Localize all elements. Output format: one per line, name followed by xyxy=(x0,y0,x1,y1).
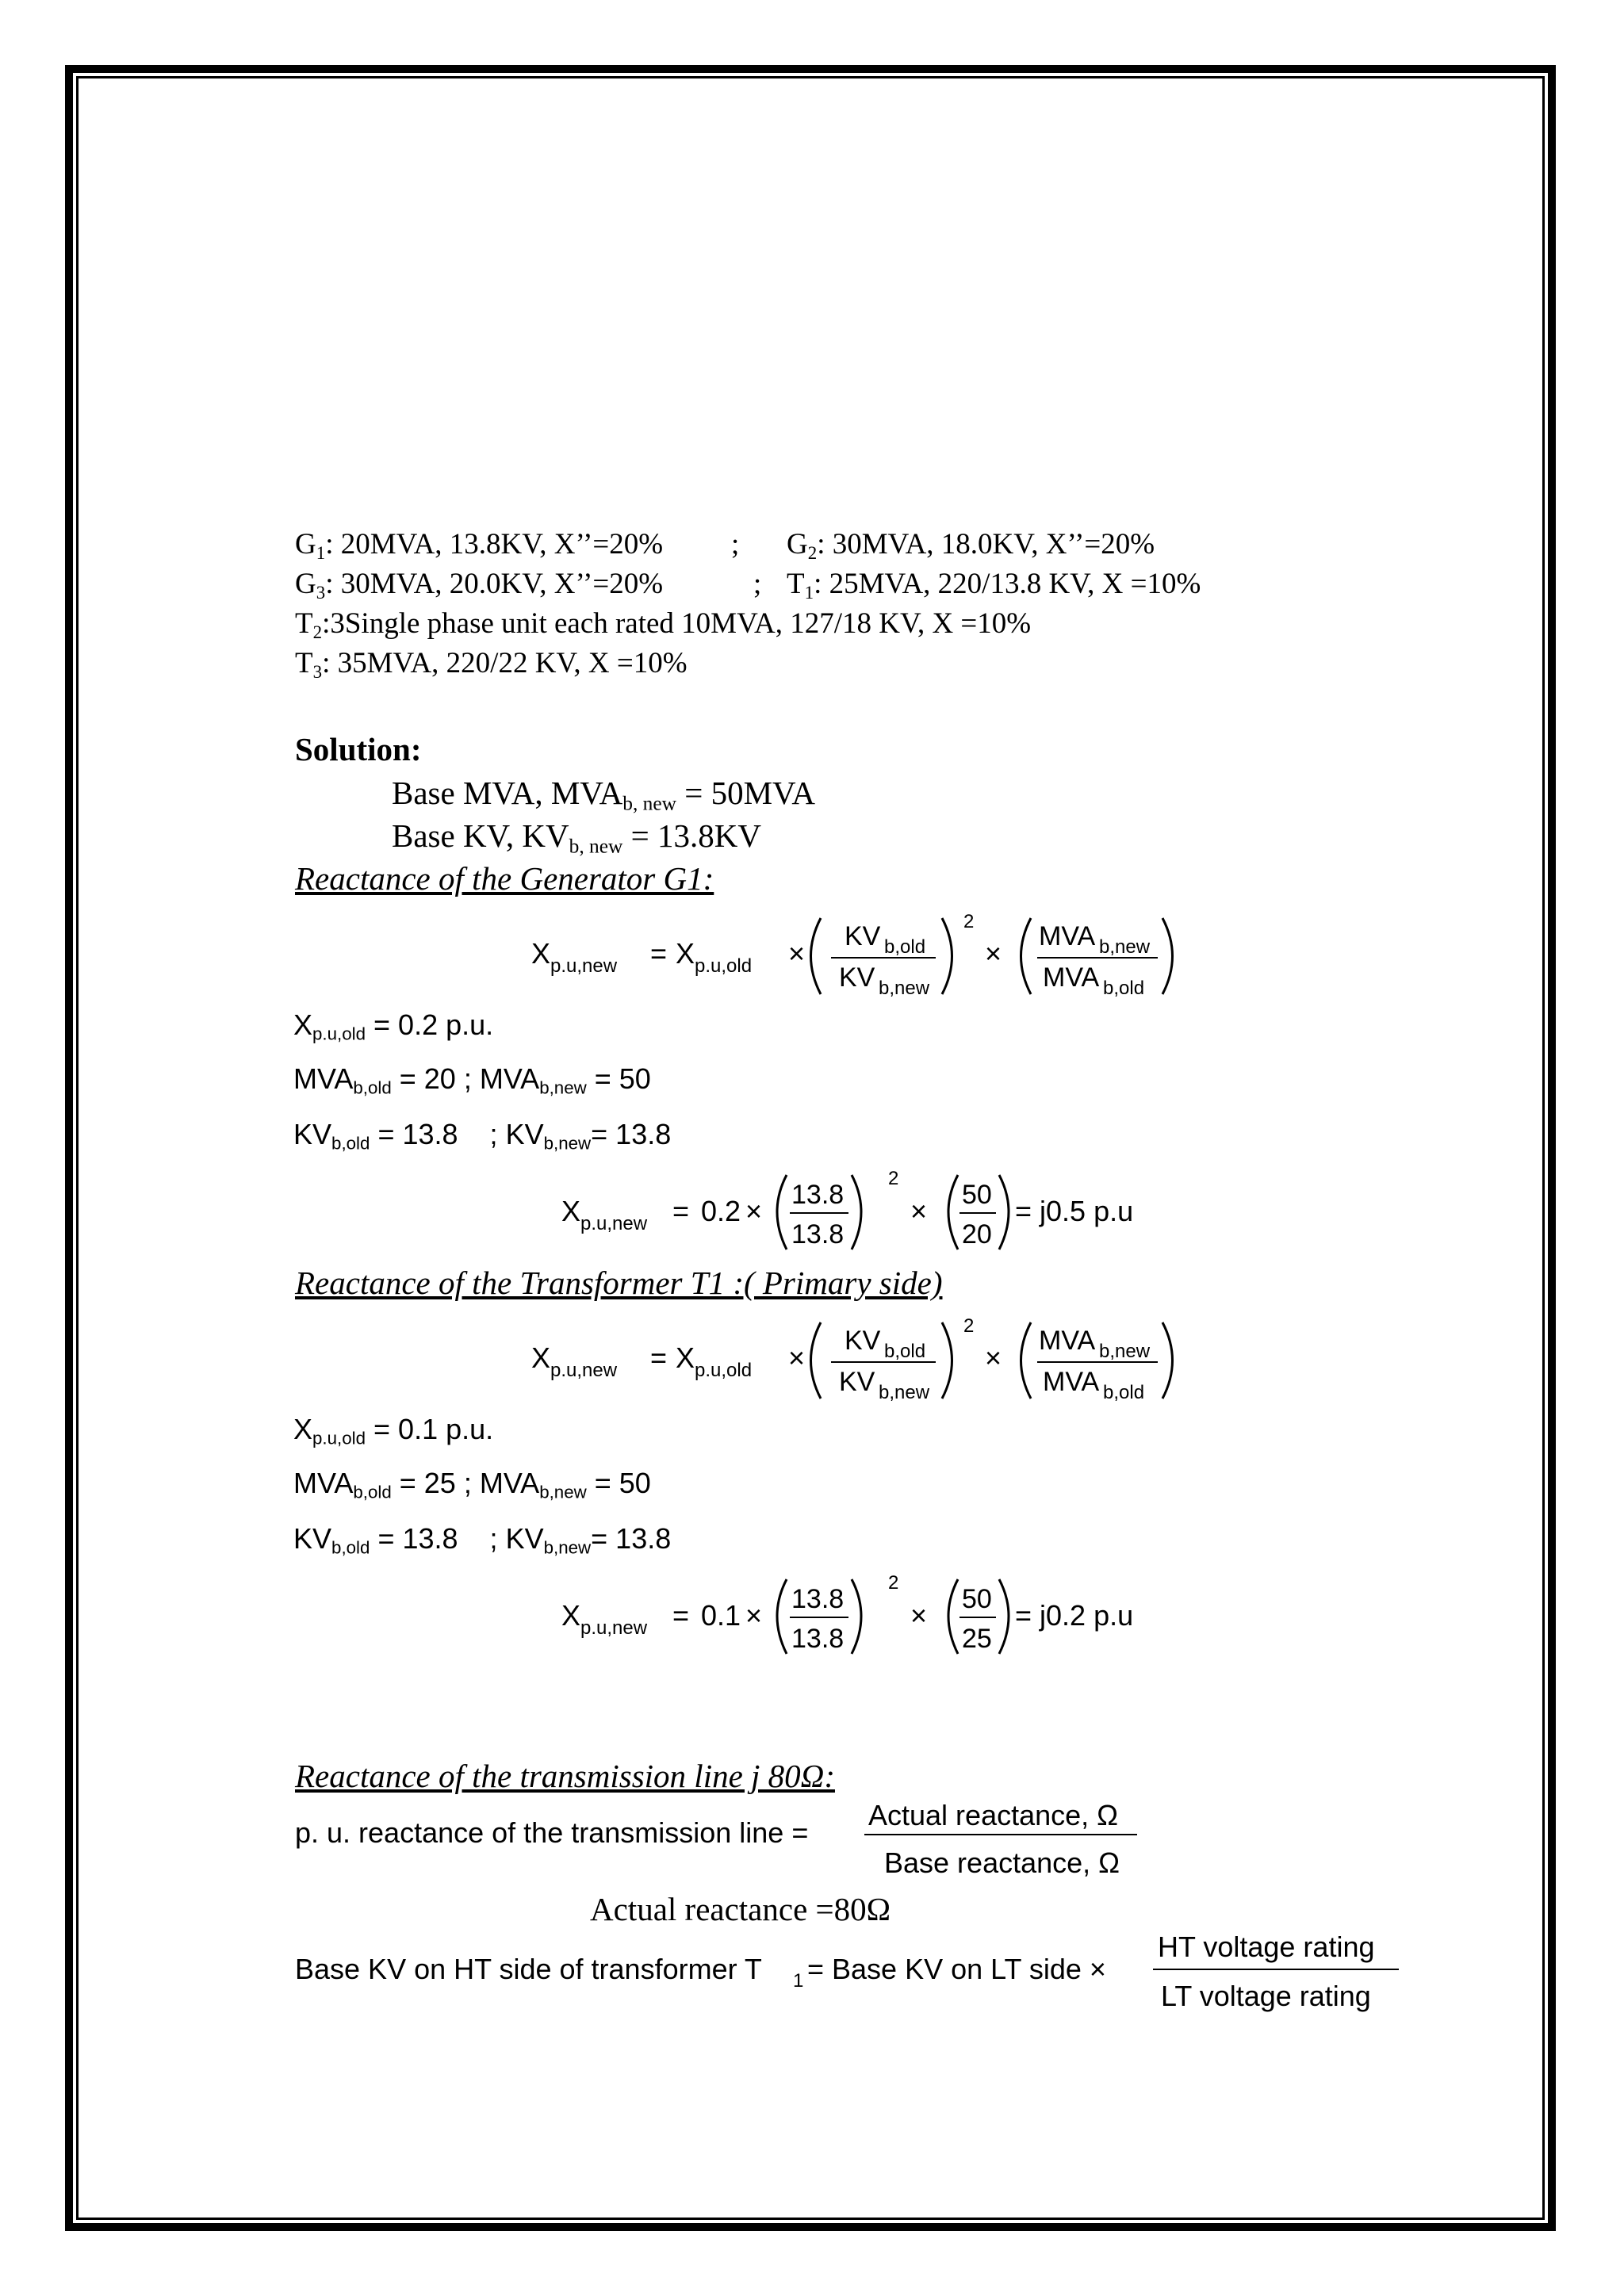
t1-xold: $X_{p.u,old} = 0.1$ p.u. xyxy=(293,1413,494,1448)
svg-text:= j0.5 p.u: = j0.5 p.u xyxy=(1015,1195,1134,1227)
svg-text:0.2: 0.2 xyxy=(701,1195,741,1227)
svg-text:b,old: b,old xyxy=(884,936,926,958)
formula-x: X xyxy=(531,937,551,970)
given-t2: $T_2:3Single$ phase unit each rated 10MVA, 127/18 KV, X =10% xyxy=(295,607,1032,642)
svg-text:=: = xyxy=(650,1341,668,1374)
svg-text:b,new: b,new xyxy=(1099,1341,1151,1362)
svg-text:MVA: MVA xyxy=(1039,1326,1096,1356)
svg-text:MVA: MVA xyxy=(1043,962,1100,993)
svg-text:MVA: MVA xyxy=(1043,1367,1100,1397)
svg-text:2: 2 xyxy=(888,1168,899,1189)
svg-text:20: 20 xyxy=(962,1219,992,1249)
svg-text:b,old: b,old xyxy=(1103,1382,1145,1403)
base-mva: Base MVA, $MVA_{b, new} = 50MVA$ xyxy=(392,775,815,815)
svg-text:KV: KV xyxy=(839,962,875,993)
svg-text:Base reactance, Ω: Base reactance, Ω xyxy=(884,1846,1120,1879)
svg-text:×: × xyxy=(985,1341,1002,1374)
svg-text:= Base KV on LT side ×: = Base KV on LT side × xyxy=(807,1953,1106,1985)
svg-text:25: 25 xyxy=(962,1624,992,1654)
svg-text:b,old: b,old xyxy=(1103,978,1145,999)
given-sep-2: ; xyxy=(753,568,762,600)
svg-text:p.u,new: p.u,new xyxy=(580,1213,648,1234)
svg-text:2: 2 xyxy=(963,1315,975,1337)
given-g1: $G_1$: 20MVA, 13.8KV, X’’=20% xyxy=(295,528,664,563)
svg-text:HT voltage rating: HT voltage rating xyxy=(1158,1931,1375,1963)
svg-text:b,new: b,new xyxy=(879,978,930,999)
svg-text:2: 2 xyxy=(963,911,975,932)
svg-text:13.8: 13.8 xyxy=(791,1624,845,1654)
section-title-g1: Reactance of the Generator G1: xyxy=(295,860,714,897)
solution-heading: Solution: xyxy=(295,731,422,767)
svg-text:p.u,new: p.u,new xyxy=(550,955,618,977)
g1-kv: $KV_{b,old} = 13.8$ ; $KV_{b,new}= 13.8$ xyxy=(293,1118,672,1154)
svg-text:X: X xyxy=(676,937,695,970)
svg-text:Actual reactance, Ω: Actual reactance, Ω xyxy=(868,1799,1119,1831)
svg-text:50: 50 xyxy=(962,1584,992,1614)
svg-text:X: X xyxy=(561,1195,581,1227)
base-kv-ht-formula xyxy=(295,1923,1421,2026)
formula-general-t1 xyxy=(531,1308,1197,1418)
svg-text:13.8: 13.8 xyxy=(791,1219,845,1249)
svg-text:=: = xyxy=(672,1195,690,1227)
svg-text:13.8: 13.8 xyxy=(791,1180,845,1210)
svg-text:b,new: b,new xyxy=(1099,936,1151,958)
section-title-line: Reactance of the transmission line j 80Ω: xyxy=(295,1758,835,1794)
t1-mva: $MVA_{b,old} = 25$ ; $MVA_{b,new} = 50$ xyxy=(293,1467,651,1502)
given-sep-1: ; xyxy=(731,528,740,561)
svg-text:=: = xyxy=(650,937,668,970)
svg-text:KV: KV xyxy=(839,1367,875,1397)
svg-text:p.u,new: p.u,new xyxy=(550,1360,618,1381)
svg-text:= j0.2 p.u: = j0.2 p.u xyxy=(1015,1599,1134,1632)
svg-text:KV: KV xyxy=(845,921,881,951)
svg-text:b,old: b,old xyxy=(884,1341,926,1362)
svg-text:p.u,new: p.u,new xyxy=(580,1617,648,1639)
svg-text:=: = xyxy=(672,1599,690,1632)
g1-mva: $MVA_{b,old} = 20$ ; $MVA_{b,new} = 50$ xyxy=(293,1062,651,1098)
svg-text:b,new: b,new xyxy=(879,1382,930,1403)
formula-general-g1 xyxy=(531,904,1197,1014)
svg-text:×: × xyxy=(745,1599,763,1632)
t1-kv: $KV_{b,old} = 13.8$ ; $KV_{b,new}= 13.8$ xyxy=(293,1522,672,1558)
svg-text:0.1: 0.1 xyxy=(701,1599,741,1632)
g1-xold: $X_{p.u,old} = 0.2$ p.u. xyxy=(293,1008,494,1044)
svg-text:×: × xyxy=(985,937,1002,970)
svg-text:p.u,old: p.u,old xyxy=(695,1360,753,1381)
svg-text:×: × xyxy=(788,1341,806,1374)
svg-text:KV: KV xyxy=(845,1326,881,1356)
svg-text:×: × xyxy=(910,1195,928,1227)
svg-text:×: × xyxy=(910,1599,928,1632)
given-g3: $G_3$: 30MVA, 20.0KV, X’’=20% xyxy=(295,568,664,603)
svg-text:LT voltage rating: LT voltage rating xyxy=(1161,1980,1371,2012)
section-title-t1: Reactance of the Transformer T1 :( Primary side) xyxy=(295,1265,943,1301)
svg-text:X: X xyxy=(561,1599,581,1632)
svg-text:X: X xyxy=(676,1341,695,1374)
given-t1: $T_1$: 25MVA, 220/13.8 KV, X =10% xyxy=(787,568,1201,603)
svg-text:×: × xyxy=(788,937,806,970)
svg-text:×: × xyxy=(745,1195,763,1227)
svg-text:2: 2 xyxy=(888,1572,899,1594)
line-actual-reactance: Actual reactance =80Ω xyxy=(590,1891,891,1927)
t1-calc xyxy=(561,1568,1180,1670)
given-g2: $G_2$: 30MVA, 18.0KV, X’’=20% xyxy=(787,528,1155,563)
line-pu-formula xyxy=(295,1793,1151,1888)
g1-calc xyxy=(561,1164,1180,1266)
svg-text:X: X xyxy=(531,1341,551,1374)
svg-text:MVA: MVA xyxy=(1039,921,1096,951)
svg-text:p.u,old: p.u,old xyxy=(695,955,753,977)
given-t3: $T_3$: 35MVA, 220/22 KV, X =10% xyxy=(295,647,688,682)
svg-text:1: 1 xyxy=(793,1970,804,1992)
base-kv: Base KV, $KV_{b, new} = 13.8KV$ xyxy=(392,817,761,858)
svg-text:50: 50 xyxy=(962,1180,992,1210)
svg-text:Base KV on HT side of transfor: Base KV on HT side of transformer T xyxy=(295,1953,762,1985)
svg-text:13.8: 13.8 xyxy=(791,1584,845,1614)
svg-text:p. u. reactance of the transmi: p. u. reactance of the transmission line = xyxy=(295,1816,809,1849)
